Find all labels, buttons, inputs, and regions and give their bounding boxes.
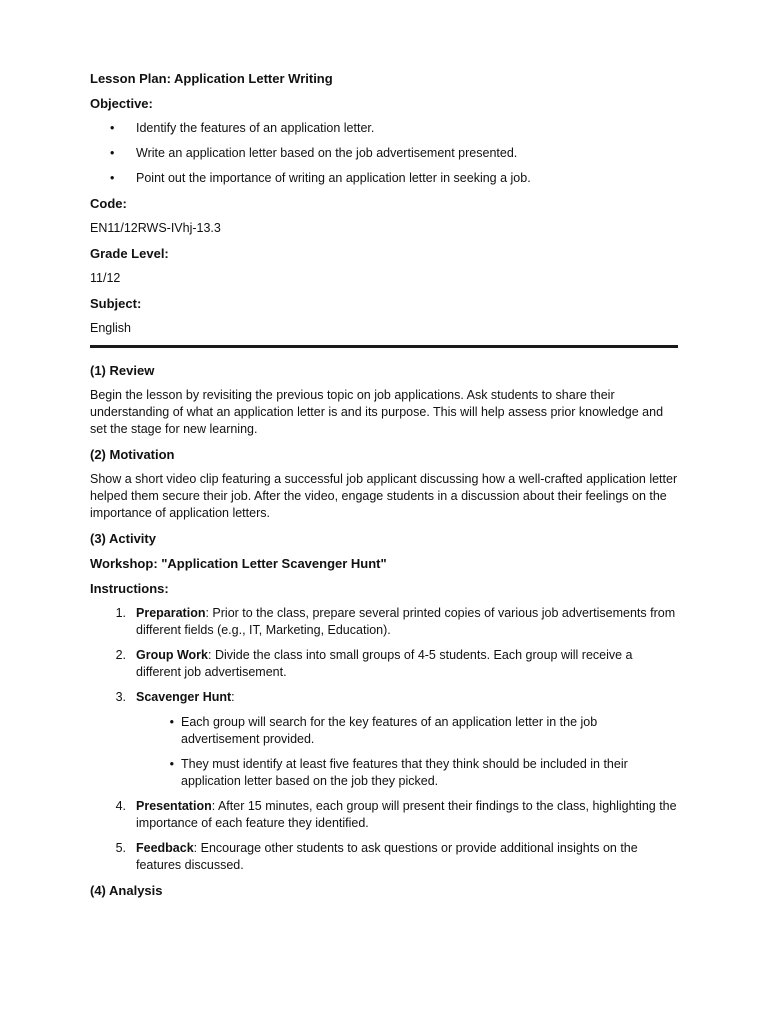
list-item: 2. Group Work: Divide the class into small groups of 4-5 students. Each group will receive a different job advertisement. bbox=[115, 648, 633, 679]
list-item: 4. Presentation: After 15 minutes, each group will present their findings to the class, highlighting the importance of each feature they identified. bbox=[115, 799, 677, 830]
instructions-heading: Instructions: bbox=[90, 581, 169, 596]
list-item: 1. Preparation: Prior to the class, prepare several printed copies of various job advertisements from different fields (e.g., IT, Marketing, Education). bbox=[115, 606, 676, 637]
activity-heading: (3) Activity bbox=[90, 531, 156, 546]
workshop-title: Workshop: "Application Letter Scavenger Hunt" bbox=[90, 556, 387, 571]
review-heading: (1) Review bbox=[90, 363, 155, 378]
scavenger-hunt-sublist bbox=[136, 714, 678, 790]
motivation-text: Show a short video clip featuring a successful job applicant discussing how a well-crafted application letter helped them secure their job. After the video, engage students in a discussion about their feelings on the importance of application letters. bbox=[90, 472, 678, 520]
list-item: • Each group will search for the key features of an application letter in the job advertisement provided. bbox=[169, 715, 598, 746]
lesson-title: Lesson Plan: Application Letter Writing bbox=[90, 71, 333, 86]
objective-heading: Objective: bbox=[90, 96, 153, 111]
grade-heading: Grade Level: bbox=[90, 246, 169, 261]
horizontal-divider bbox=[90, 345, 678, 348]
instructions-list bbox=[90, 605, 678, 874]
list-item: • Identify the features of an application letter. bbox=[110, 121, 375, 135]
objective-list bbox=[90, 120, 678, 187]
grade-value: 11/12 bbox=[90, 271, 121, 285]
analysis-heading: (4) Analysis bbox=[90, 883, 163, 898]
list-item: 5. Feedback: Encourage other students to ask questions or provide additional insights on the features discussed. bbox=[115, 841, 638, 872]
subject-heading: Subject: bbox=[90, 296, 142, 311]
motivation-heading: (2) Motivation bbox=[90, 447, 175, 462]
document-body bbox=[90, 70, 678, 907]
list-item: • Write an application letter based on the job advertisement presented. bbox=[110, 146, 518, 160]
list-item: • Point out the importance of writing an application letter in seeking a job. bbox=[110, 171, 531, 185]
code-heading: Code: bbox=[90, 196, 127, 211]
subject-value: English bbox=[90, 321, 131, 335]
code-value: EN11/12RWS-IVhj-13.3 bbox=[90, 221, 221, 235]
list-item: • They must identify at least five features that they think should be included in their application letter based on the job they picked. bbox=[169, 757, 628, 788]
review-text: Begin the lesson by revisiting the previous topic on job applications. Ask students to share their understanding of what an application letter is and its purpose. This will help assess prior knowledge and set the stage for new learning. bbox=[90, 388, 664, 436]
list-item: 3. Scavenger Hunt: • Each group will search for the key features of an application letter in the job advertisement provided. • They must identify at least five features that they think should be included in their application letter based on the job they picked. bbox=[90, 689, 678, 790]
